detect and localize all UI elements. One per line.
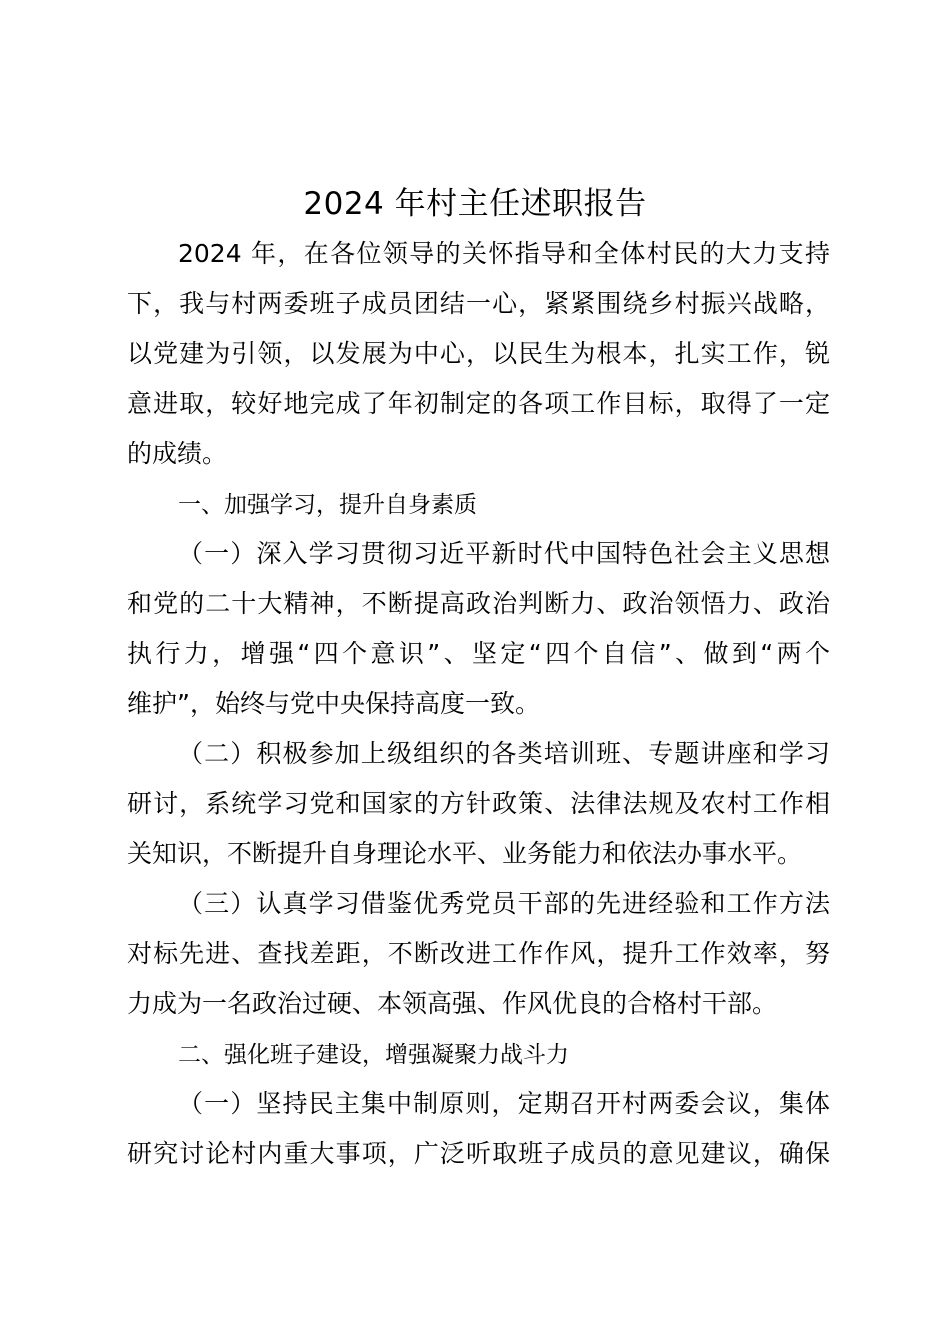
paragraph-line: 意进取，较好地完成了年初制定的各项工作目标，取得了一定 (127, 389, 830, 418)
paragraph-line: （一）深入学习贯彻习近平新时代中国特色社会主义思想 (178, 539, 830, 568)
paragraph-line: 研究讨论村内重大事项，广泛听取班子成员的意见建议，确保 (127, 1139, 830, 1168)
paragraph-line: 关知识，不断提升自身理论水平、业务能力和依法办事水平。 (127, 839, 803, 868)
paragraph-line: （二）积极参加上级组织的各类培训班、专题讲座和学习 (178, 739, 830, 768)
document-title: 2024 年村主任述职报告 (303, 186, 647, 222)
paragraph-line: 维护”，始终与党中央保持高度一致。 (127, 689, 540, 718)
paragraph-line: 下，我与村两委班子成员团结一心，紧紧围绕乡村振兴战略， (127, 289, 830, 318)
paragraph-line: 执行力，增强“四个意识”、坚定“四个自信”、做到“两个 (127, 639, 830, 668)
section-heading: 二、强化班子建设，增强凝聚力战斗力 (178, 1042, 569, 1068)
paragraph-line: 的成绩。 (127, 439, 228, 468)
section-heading: 一、加强学习，提升自身素质 (178, 492, 477, 518)
paragraph-line: 研讨，系统学习党和国家的方针政策、法律法规及农村工作相 (127, 789, 830, 818)
paragraph-line: 和党的二十大精神，不断提高政治判断力、政治领悟力、政治 (127, 589, 830, 618)
paragraph-line: （三）认真学习借鉴优秀党员干部的先进经验和工作方法 (178, 889, 830, 918)
paragraph-line: 力成为一名政治过硬、本领高强、作风优良的合格村干部。 (127, 989, 778, 1018)
paragraph-line: 2024 年，在各位领导的关怀指导和全体村民的大力支持 (178, 239, 830, 268)
paragraph-line: （一）坚持民主集中制原则，定期召开村两委会议，集体 (178, 1089, 830, 1118)
paragraph-line: 以党建为引领，以发展为中心，以民生为根本，扎实工作，锐 (127, 339, 830, 368)
paragraph-line: 对标先进、查找差距，不断改进工作作风，提升工作效率，努 (127, 939, 830, 968)
